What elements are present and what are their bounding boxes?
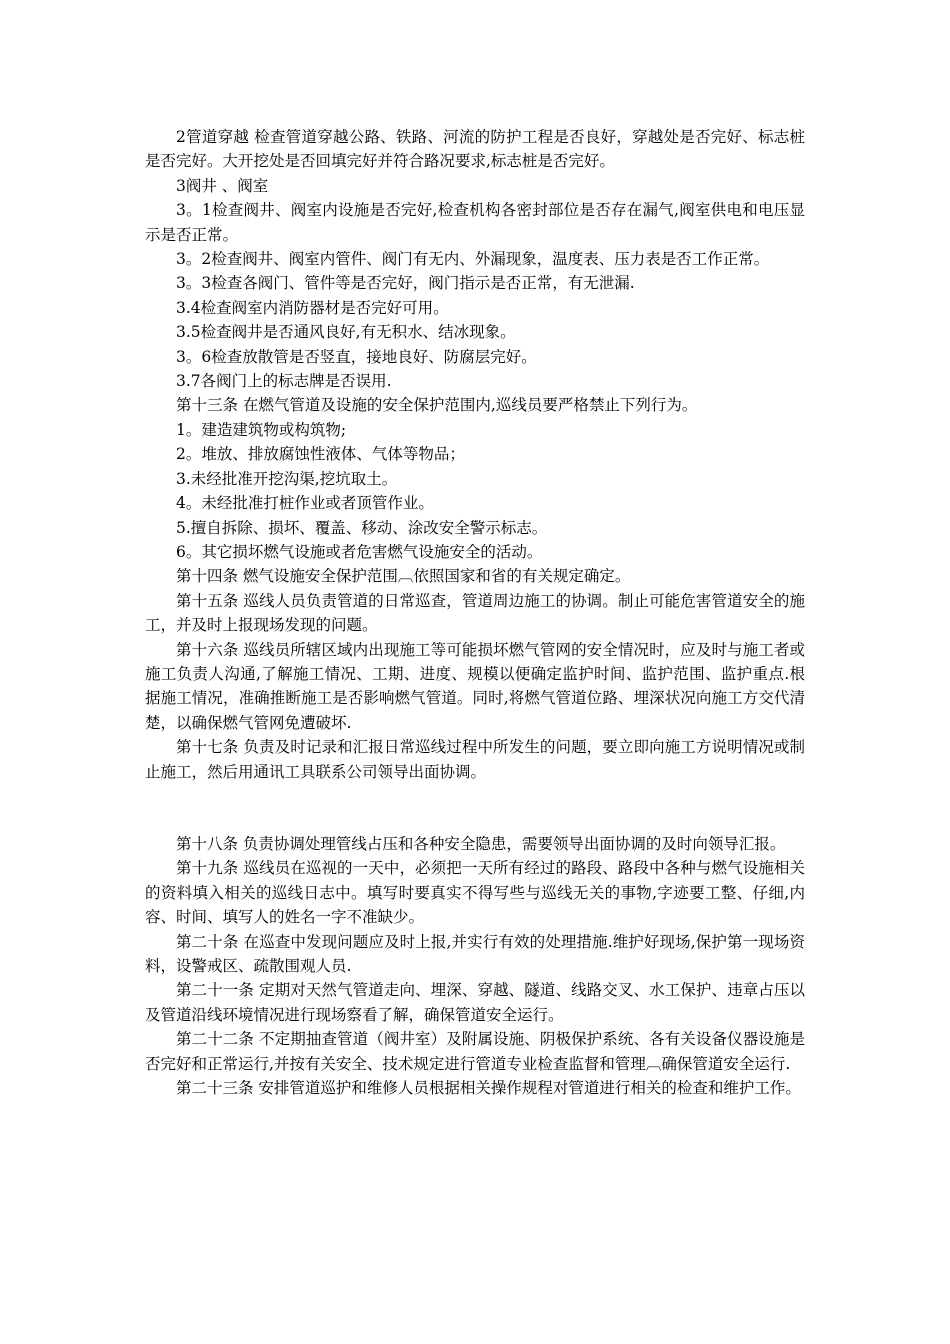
paragraph: 3.7各阀门上的标志牌是否误用. [176,372,392,391]
paragraph: 第十四条 燃气设施安全保护范围︹依照国家和省的有关规定确定。 [176,567,631,586]
paragraph: 第十七条 负责及时记录和汇报日常巡线过程中所发生的问题，要立即向施工方说明情况或制止施工，然后用通讯工具联系公司领导出面协调。 [145,738,805,781]
section-gap [145,784,805,832]
section-top [145,125,805,784]
paragraph: 6。其它损坏燃气设施或者危害燃气设施安全的活动。 [176,542,543,561]
paragraph: 3。2检查阀井、阀室内管件、阀门有无内、外漏现象，温度表、压力表是否工作正常。 [176,250,770,269]
document-page [145,125,805,1100]
paragraph: 第二十条 在巡查中发现问题应及时上报,并实行有效的处理措施.维护好现场,保护第一现场资料，设警戒区、疏散围观人员. [145,932,805,975]
paragraph: 3.4检查阀室内消防器材是否完好可用。 [176,298,449,317]
paragraph: 5.擅自拆除、损坏、覆盖、移动、涂改安全警示标志。 [176,518,548,537]
paragraph: 1。建造建筑物或构筑物; [176,420,347,439]
paragraph: 第十三条 在燃气管道及设施的安全保护范围内,巡线员要严格禁止下列行为。 [176,396,698,415]
paragraph: 3.未经批准开挖沟渠,挖坑取土。 [176,469,398,488]
paragraph: 3。1检查阀井、阀室内设施是否完好,检查机构各密封部位是否存在漏气,阀室供电和电压显示是否正常。 [145,201,805,244]
paragraph: 第十八条 负责协调处理管线占压和各种安全隐患，需要领导出面协调的及时向领导汇报。 [176,834,786,853]
paragraph: 3。6检查放散管是否竖直，接地良好、防腐层完好。 [176,347,537,366]
paragraph: 第十九条 巡线员在巡视的一天中，必须把一天所有经过的路段、路段中各种与燃气设施相关的资料填入相关的巡线日志中。填写时要真实不得写些与巡线无关的事物,字迹要工整、仔细,内容、时间、填写人的姓名一字不准缺少。 [145,859,805,927]
section-bottom [145,832,805,1100]
paragraph: 第十六条 巡线员所辖区域内出现施工等可能损坏燃气管网的安全情况时，应及时与施工者或施工负责人沟通,了解施工情况、工期、进度、规模以便确定监护时间、监护范围、监护重点.根据施工情况，准确推断施工是否影响燃气管道。同时,将燃气管道位路、埋深状况向施工方交代清楚，以确保燃气管网免遭破坏. [145,640,805,732]
paragraph: 3阀井 、阀室 [176,176,269,195]
paragraph: 2管道穿越 检查管道穿越公路、铁路、河流的防护工程是否良好，穿越处是否完好、标志桩是否完好。大开挖处是否回填完好并符合路况要求,标志桩是否完好。 [145,128,805,171]
paragraph: 第二十三条 安排管道巡护和维修人员根据相关操作规程对管道进行相关的检查和维护工作。 [176,1079,801,1098]
paragraph: 2。堆放、排放腐蚀性液体、气体等物品； [176,445,465,464]
paragraph: 3.5检查阀井是否通风良好,有无积水、结冰现象。 [176,323,516,342]
paragraph: 第十五条 巡线人员负责管道的日常巡查，管道周边施工的协调。制止可能危害管道安全的施工，并及时上报现场发现的问题。 [145,591,805,635]
paragraph: 第二十一条 定期对天然气管道走向、埋深、穿越、隧道、线路交叉、水工保护、违章占压以及管道沿线环境情况进行现场察看了解，确保管道安全运行。 [145,981,805,1024]
paragraph: 4。未经批准打桩作业或者顶管作业。 [176,494,434,513]
paragraph: 3。3检查各阀门、管件等是否完好，阀门指示是否正常，有无泄漏. [176,274,635,293]
paragraph: 第二十二条 不定期抽查管道（阀井室）及附属设施、阴极保护系统、各有关设备仪器设施是否完好和正常运行,并按有关安全、技术规定进行管道专业检查监督和管理︹确保管道安全运行. [145,1030,805,1073]
